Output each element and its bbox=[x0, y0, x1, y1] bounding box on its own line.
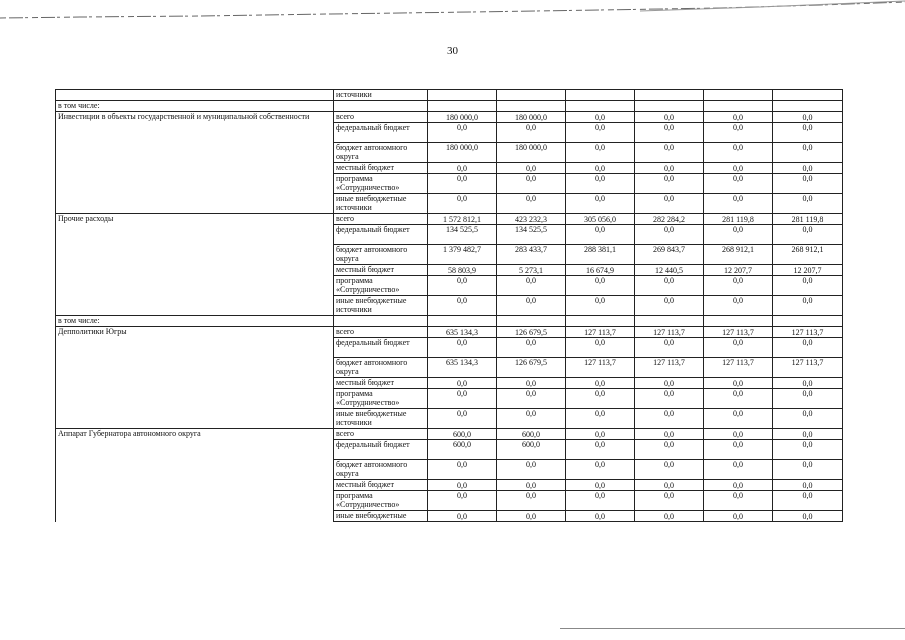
value-cell: 0,0 bbox=[497, 174, 566, 194]
source-cell bbox=[334, 101, 428, 112]
value-cell: 0,0 bbox=[704, 276, 773, 296]
value-cell: 127 113,7 bbox=[566, 327, 635, 338]
source-cell: федеральный бюджет bbox=[334, 440, 428, 460]
value-cell: 0,0 bbox=[428, 296, 497, 316]
value-cell: 180 000,0 bbox=[497, 112, 566, 123]
value-cell: 0,0 bbox=[497, 389, 566, 409]
value-cell: 127 113,7 bbox=[704, 327, 773, 338]
value-cell bbox=[773, 101, 843, 112]
value-cell: 0,0 bbox=[428, 163, 497, 174]
source-cell: бюджет автономного округа bbox=[334, 358, 428, 378]
value-cell: 0,0 bbox=[497, 491, 566, 511]
value-cell: 58 803,9 bbox=[428, 265, 497, 276]
value-cell: 0,0 bbox=[773, 460, 843, 480]
table-row bbox=[56, 429, 843, 440]
value-cell: 0,0 bbox=[773, 143, 843, 163]
value-cell: 0,0 bbox=[704, 225, 773, 245]
value-cell: 0,0 bbox=[704, 389, 773, 409]
value-cell: 635 134,3 bbox=[428, 327, 497, 338]
source-cell: местный бюджет bbox=[334, 480, 428, 491]
value-cell: 126 679,5 bbox=[497, 327, 566, 338]
value-cell: 0,0 bbox=[428, 194, 497, 214]
source-cell: бюджет автономного округа bbox=[334, 460, 428, 480]
section-row bbox=[56, 316, 843, 327]
scan-edge-top bbox=[0, 0, 905, 22]
value-cell: 0,0 bbox=[773, 123, 843, 143]
value-cell: 0,0 bbox=[704, 112, 773, 123]
value-cell: 269 843,7 bbox=[635, 245, 704, 265]
value-cell: 180 000,0 bbox=[497, 143, 566, 163]
table-row bbox=[56, 327, 843, 338]
value-cell: 0,0 bbox=[566, 440, 635, 460]
value-cell: 0,0 bbox=[428, 389, 497, 409]
value-cell: 288 381,1 bbox=[566, 245, 635, 265]
value-cell: 0,0 bbox=[428, 409, 497, 429]
value-cell: 0,0 bbox=[497, 123, 566, 143]
value-cell: 281 119,8 bbox=[773, 214, 843, 225]
value-cell: 0,0 bbox=[635, 511, 704, 522]
scan-edge-bottom bbox=[560, 628, 905, 629]
value-cell: 600,0 bbox=[497, 440, 566, 460]
value-cell bbox=[704, 101, 773, 112]
source-cell: бюджет автономного округа bbox=[334, 245, 428, 265]
source-cell: иные внебюджетные bbox=[334, 511, 428, 522]
value-cell: 1 572 812,1 bbox=[428, 214, 497, 225]
group-name: Депполитики Югры bbox=[56, 327, 334, 429]
value-cell: 0,0 bbox=[635, 480, 704, 491]
row-name-cell bbox=[56, 90, 334, 101]
value-cell: 0,0 bbox=[704, 143, 773, 163]
value-cell: 127 113,7 bbox=[704, 358, 773, 378]
value-cell bbox=[428, 90, 497, 101]
value-cell: 0,0 bbox=[497, 378, 566, 389]
value-cell: 0,0 bbox=[497, 460, 566, 480]
value-cell: 0,0 bbox=[773, 429, 843, 440]
value-cell: 127 113,7 bbox=[566, 358, 635, 378]
value-cell: 0,0 bbox=[566, 460, 635, 480]
value-cell: 0,0 bbox=[566, 143, 635, 163]
source-cell: иные внебюджетные источники bbox=[334, 409, 428, 429]
section-label: в том числе: bbox=[56, 101, 334, 112]
value-cell: 0,0 bbox=[773, 480, 843, 491]
value-cell: 127 113,7 bbox=[773, 327, 843, 338]
value-cell: 0,0 bbox=[566, 276, 635, 296]
value-cell: 0,0 bbox=[428, 276, 497, 296]
value-cell: 0,0 bbox=[704, 123, 773, 143]
source-cell: программа «Сотрудничество» bbox=[334, 389, 428, 409]
value-cell bbox=[428, 101, 497, 112]
value-cell: 0,0 bbox=[635, 338, 704, 358]
value-cell: 134 525,5 bbox=[428, 225, 497, 245]
value-cell: 134 525,5 bbox=[497, 225, 566, 245]
value-cell: 0,0 bbox=[635, 194, 704, 214]
value-cell: 0,0 bbox=[428, 378, 497, 389]
value-cell: 0,0 bbox=[773, 511, 843, 522]
value-cell: 0,0 bbox=[566, 409, 635, 429]
value-cell: 12 207,7 bbox=[773, 265, 843, 276]
value-cell: 0,0 bbox=[566, 194, 635, 214]
source-cell: программа «Сотрудничество» bbox=[334, 174, 428, 194]
value-cell: 0,0 bbox=[635, 389, 704, 409]
value-cell bbox=[773, 316, 843, 327]
value-cell: 0,0 bbox=[773, 409, 843, 429]
value-cell: 0,0 bbox=[635, 440, 704, 460]
value-cell bbox=[497, 101, 566, 112]
table-row bbox=[56, 112, 843, 123]
value-cell: 0,0 bbox=[704, 296, 773, 316]
source-cell: бюджет автономного округа bbox=[334, 143, 428, 163]
table-body bbox=[56, 90, 843, 522]
source-cell: всего bbox=[334, 429, 428, 440]
value-cell bbox=[497, 90, 566, 101]
value-cell bbox=[773, 90, 843, 101]
value-cell: 0,0 bbox=[566, 491, 635, 511]
value-cell: 0,0 bbox=[773, 163, 843, 174]
value-cell: 0,0 bbox=[704, 440, 773, 460]
value-cell: 0,0 bbox=[497, 276, 566, 296]
value-cell: 5 273,1 bbox=[497, 265, 566, 276]
value-cell: 282 284,2 bbox=[635, 214, 704, 225]
source-cell: программа «Сотрудничество» bbox=[334, 491, 428, 511]
value-cell: 0,0 bbox=[428, 460, 497, 480]
value-cell: 0,0 bbox=[566, 163, 635, 174]
value-cell: 0,0 bbox=[704, 480, 773, 491]
value-cell: 0,0 bbox=[428, 511, 497, 522]
source-cell bbox=[334, 316, 428, 327]
table-row bbox=[56, 214, 843, 225]
value-cell: 0,0 bbox=[704, 460, 773, 480]
value-cell: 0,0 bbox=[704, 163, 773, 174]
value-cell: 0,0 bbox=[773, 225, 843, 245]
value-cell bbox=[635, 90, 704, 101]
value-cell: 0,0 bbox=[566, 225, 635, 245]
value-cell: 16 674,9 bbox=[566, 265, 635, 276]
value-cell bbox=[566, 101, 635, 112]
value-cell: 0,0 bbox=[635, 163, 704, 174]
value-cell: 0,0 bbox=[773, 389, 843, 409]
value-cell bbox=[497, 316, 566, 327]
value-cell: 0,0 bbox=[635, 296, 704, 316]
value-cell: 268 912,1 bbox=[704, 245, 773, 265]
value-cell: 0,0 bbox=[635, 429, 704, 440]
value-cell: 0,0 bbox=[635, 123, 704, 143]
value-cell: 126 679,5 bbox=[497, 358, 566, 378]
section-row bbox=[56, 101, 843, 112]
value-cell: 0,0 bbox=[773, 194, 843, 214]
value-cell: 0,0 bbox=[428, 174, 497, 194]
value-cell: 12 440,5 bbox=[635, 265, 704, 276]
source-cell: иные внебюджетные источники bbox=[334, 296, 428, 316]
value-cell: 0,0 bbox=[773, 296, 843, 316]
value-cell: 0,0 bbox=[635, 112, 704, 123]
value-cell: 0,0 bbox=[773, 112, 843, 123]
value-cell: 305 056,0 bbox=[566, 214, 635, 225]
value-cell: 0,0 bbox=[704, 511, 773, 522]
value-cell: 0,0 bbox=[635, 409, 704, 429]
value-cell: 0,0 bbox=[566, 296, 635, 316]
value-cell: 0,0 bbox=[428, 338, 497, 358]
value-cell: 0,0 bbox=[704, 378, 773, 389]
value-cell: 0,0 bbox=[428, 480, 497, 491]
value-cell bbox=[428, 316, 497, 327]
value-cell: 0,0 bbox=[635, 491, 704, 511]
source-cell: федеральный бюджет bbox=[334, 338, 428, 358]
value-cell: 0,0 bbox=[497, 296, 566, 316]
value-cell: 0,0 bbox=[773, 174, 843, 194]
group-name: Аппарат Губернатора автономного округа bbox=[56, 429, 334, 522]
value-cell bbox=[704, 316, 773, 327]
value-cell: 127 113,7 bbox=[635, 358, 704, 378]
value-cell: 180 000,0 bbox=[428, 112, 497, 123]
source-cell: всего bbox=[334, 214, 428, 225]
value-cell bbox=[704, 90, 773, 101]
value-cell: 0,0 bbox=[635, 174, 704, 194]
source-cell: местный бюджет bbox=[334, 265, 428, 276]
value-cell: 600,0 bbox=[428, 440, 497, 460]
value-cell: 0,0 bbox=[566, 429, 635, 440]
value-cell: 0,0 bbox=[428, 491, 497, 511]
value-cell: 0,0 bbox=[635, 143, 704, 163]
value-cell: 0,0 bbox=[635, 460, 704, 480]
value-cell: 0,0 bbox=[704, 174, 773, 194]
value-cell bbox=[635, 101, 704, 112]
value-cell: 0,0 bbox=[566, 480, 635, 491]
value-cell: 0,0 bbox=[497, 163, 566, 174]
value-cell: 0,0 bbox=[635, 225, 704, 245]
source-cell: всего bbox=[334, 327, 428, 338]
source-cell: иные внебюджетные источники bbox=[334, 194, 428, 214]
value-cell: 0,0 bbox=[566, 378, 635, 389]
value-cell: 0,0 bbox=[773, 338, 843, 358]
source-cell: федеральный бюджет bbox=[334, 123, 428, 143]
value-cell: 0,0 bbox=[566, 389, 635, 409]
value-cell bbox=[635, 316, 704, 327]
value-cell: 0,0 bbox=[497, 480, 566, 491]
value-cell: 635 134,3 bbox=[428, 358, 497, 378]
value-cell: 600,0 bbox=[428, 429, 497, 440]
value-cell: 0,0 bbox=[704, 409, 773, 429]
value-cell: 127 113,7 bbox=[773, 358, 843, 378]
section-label: в том числе: bbox=[56, 316, 334, 327]
value-cell bbox=[566, 90, 635, 101]
value-cell: 180 000,0 bbox=[428, 143, 497, 163]
value-cell: 12 207,7 bbox=[704, 265, 773, 276]
value-cell: 0,0 bbox=[566, 174, 635, 194]
value-cell: 0,0 bbox=[773, 491, 843, 511]
value-cell: 0,0 bbox=[497, 338, 566, 358]
value-cell: 0,0 bbox=[635, 276, 704, 296]
value-cell: 0,0 bbox=[773, 378, 843, 389]
value-cell: 127 113,7 bbox=[635, 327, 704, 338]
value-cell: 0,0 bbox=[773, 276, 843, 296]
source-cell: федеральный бюджет bbox=[334, 225, 428, 245]
value-cell bbox=[566, 316, 635, 327]
financing-table bbox=[55, 89, 843, 522]
value-cell: 0,0 bbox=[704, 429, 773, 440]
table-row bbox=[56, 90, 843, 101]
value-cell: 0,0 bbox=[704, 194, 773, 214]
source-cell: всего bbox=[334, 112, 428, 123]
value-cell: 0,0 bbox=[704, 491, 773, 511]
value-cell: 0,0 bbox=[428, 123, 497, 143]
page-number: 30 bbox=[447, 45, 458, 57]
value-cell: 0,0 bbox=[635, 378, 704, 389]
value-cell: 600,0 bbox=[497, 429, 566, 440]
value-cell: 0,0 bbox=[566, 123, 635, 143]
value-cell: 0,0 bbox=[497, 511, 566, 522]
value-cell: 281 119,8 bbox=[704, 214, 773, 225]
value-cell: 0,0 bbox=[497, 194, 566, 214]
source-cell: программа «Сотрудничество» bbox=[334, 276, 428, 296]
value-cell: 1 379 482,7 bbox=[428, 245, 497, 265]
value-cell: 0,0 bbox=[566, 112, 635, 123]
group-name: Инвестиции в объекты государственной и муниципальной собственности bbox=[56, 112, 334, 214]
value-cell: 423 232,3 bbox=[497, 214, 566, 225]
value-cell: 283 433,7 bbox=[497, 245, 566, 265]
value-cell: 0,0 bbox=[773, 440, 843, 460]
group-name: Прочие расходы bbox=[56, 214, 334, 316]
source-cell: местный бюджет bbox=[334, 163, 428, 174]
value-cell: 0,0 bbox=[497, 409, 566, 429]
value-cell: 0,0 bbox=[566, 511, 635, 522]
value-cell: 0,0 bbox=[566, 338, 635, 358]
value-cell: 268 912,1 bbox=[773, 245, 843, 265]
value-cell: 0,0 bbox=[704, 338, 773, 358]
source-cell: местный бюджет bbox=[334, 378, 428, 389]
source-cell: источники bbox=[334, 90, 428, 101]
